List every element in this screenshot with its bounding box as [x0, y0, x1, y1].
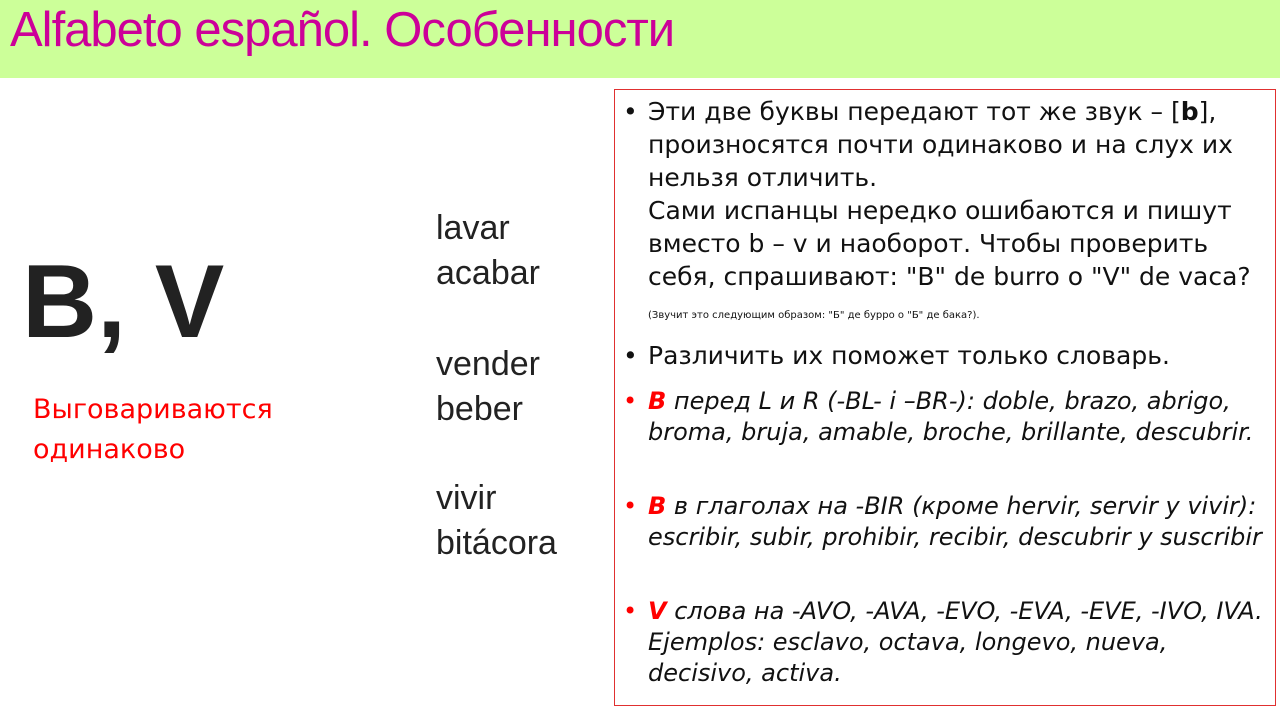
bullet-text: Эти две буквы передают тот же звук – [b], произносятся почти одинаково и на слух их нельзя отличить. Сами испанцы нередко ошибаются и пишут вместо b – v и наоборот. Чтобы проверить себя, спрашивают: "B" de burro o "V" de vaca? (Звучит это следующим образом: "Б" де бурро о "Б" де бака?). — [648, 97, 1251, 321]
bullet-text: B в глаголах на -BIR (кроме hervir, servir y vivir): escribir, subir, prohibir, recibir, descubrir y suscribir — [648, 492, 1262, 551]
bullet-dot-icon: • — [623, 341, 638, 370]
pronunciation-note: Выговариваются одинаково — [33, 394, 273, 465]
page-title: Alfabeto español. Особенности — [10, 3, 675, 57]
bullet-dot-icon: • — [623, 97, 638, 126]
rule-letter: B — [648, 387, 667, 415]
word: lavar — [436, 209, 510, 247]
word-group-3 — [436, 476, 557, 566]
word: bitácora — [436, 524, 557, 562]
word: vender — [436, 345, 540, 383]
pronunciation-hint: (Звучит это следующим образом: "Б" де бурро о "Б" де бака?). — [648, 310, 980, 321]
bullet-text: B перед L и R (-BL- i –BR-): doble, brazo, abrigo, broma, bruja, amable, broche, brillante, descubrir. — [648, 387, 1254, 446]
word-group-1 — [436, 206, 540, 296]
bullet-dot-icon: • — [623, 597, 638, 625]
bullet-text: Различить их поможет только словарь. — [648, 341, 1170, 370]
rules-box — [614, 89, 1276, 706]
letters-heading: B, V — [22, 244, 225, 360]
word: acabar — [436, 254, 540, 292]
word: beber — [436, 390, 523, 428]
bullet-dot-icon: • — [623, 492, 638, 520]
bullet-text: V слова на -AVO, -AVA, -EVO, -EVA, -EVE, -IVO, IVA. Ejemplos: esclavo, octava, longevo, nueva, decisivo, activa. — [648, 597, 1263, 687]
rule-letter: V — [648, 597, 667, 625]
rule-letter: B — [648, 492, 667, 520]
bullet-dot-icon: • — [623, 387, 638, 415]
sound-b: b — [1180, 97, 1199, 126]
title-bar — [0, 0, 1280, 78]
word-group-2 — [436, 342, 540, 432]
word: vivir — [436, 479, 497, 517]
